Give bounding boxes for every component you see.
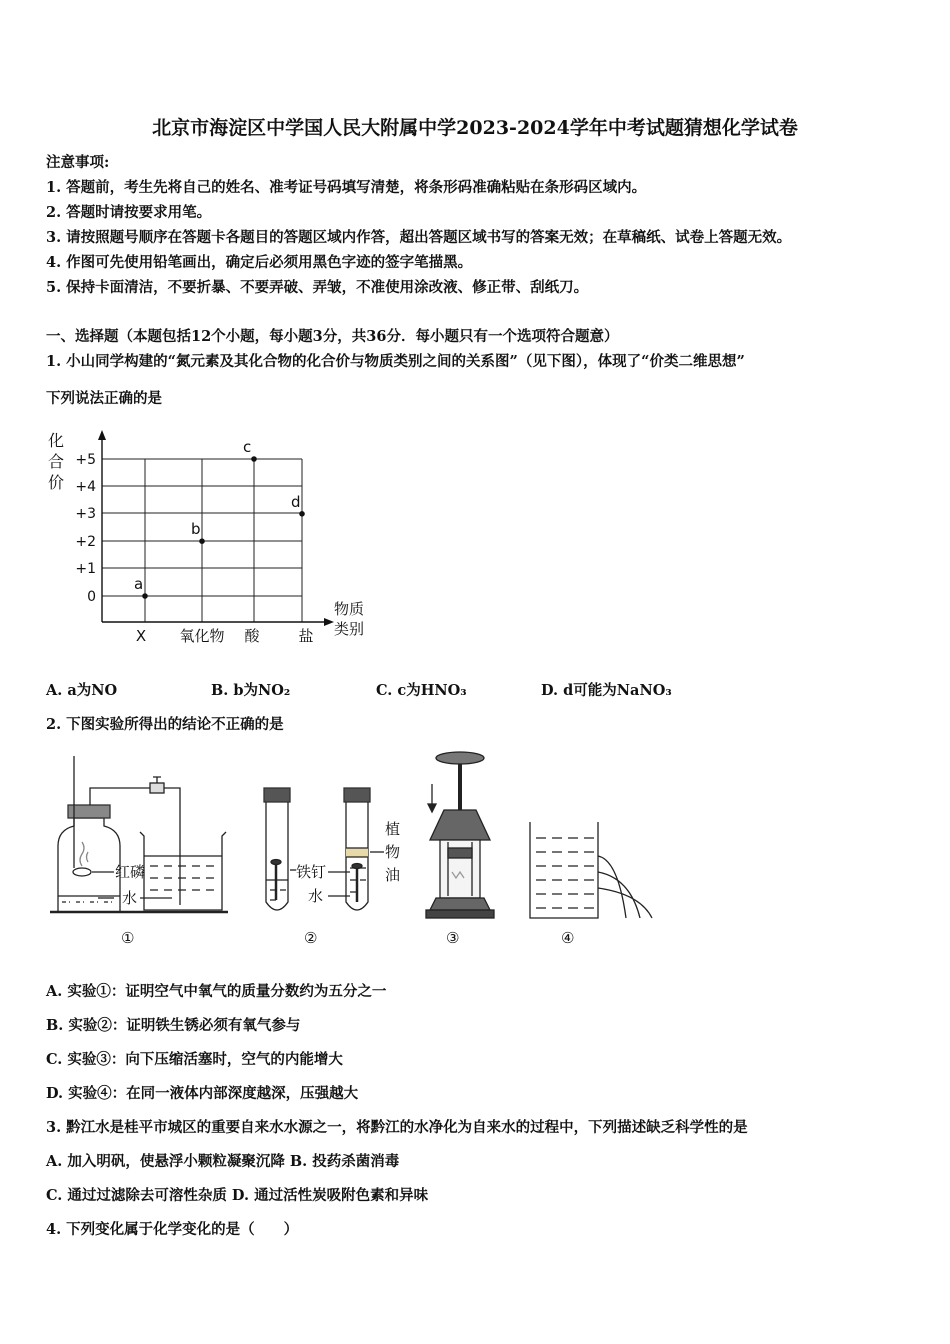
y-label-char: 化 <box>48 431 65 450</box>
q2-option-c[interactable]: C. 实验③：向下压缩活塞时，空气的内能增大 <box>46 1051 343 1068</box>
label-veg-oil-2: 物 <box>385 843 401 861</box>
q1-option-b[interactable]: B. b为NO₂ <box>211 682 291 699</box>
notice-item: 1. 答题前，考生先将自己的姓名、准考证号码填写清楚，将条形码准确粘贴在条形码区域内。 <box>46 179 647 196</box>
notice-item: 3. 请按照题号顺序在答题卡各题目的答题区域内作答，超出答题区域书写的答案无效；在草稿纸、试卷上答题无效。 <box>46 229 792 246</box>
figure-number-2: ② <box>304 929 318 947</box>
label-water-1: 水 <box>122 889 138 907</box>
y-label-char: 价 <box>48 473 65 492</box>
q3-stem: 3. 黔江水是桂平市城区的重要自来水水源之一，将黔江的水净化为自来水的过程中，下列描述缺乏科学性的是 <box>46 1119 748 1136</box>
q3-options-row-1[interactable]: A. 加入明矾，使悬浮小颗粒凝聚沉降 B. 投药杀菌消毒 <box>46 1153 400 1170</box>
q4-stem: 4. 下列变化属于化学变化的是（ ） <box>46 1221 299 1238</box>
page-title: 北京市海淀区中学国人民大附属中学2023-2024学年中考试题猜想化学试卷 <box>152 117 798 139</box>
q1-stem-2: 下列说法正确的是 <box>46 390 162 407</box>
section-heading: 一、选择题（本题包括12个小题，每小题3分，共36分．每小题只有一个选项符合题意） <box>46 328 619 345</box>
q1-option-d[interactable]: D. d可能为NaNO₃ <box>541 682 672 699</box>
figure-number-1: ① <box>121 929 135 947</box>
experiment-1-apparatus <box>50 756 228 912</box>
label-water-2: 水 <box>308 887 324 905</box>
y-tick-label: 0 <box>87 589 96 605</box>
notice-item: 5. 保持卡面清洁，不要折暴、不要弄破、弄皱，不准使用涂改液、修正带、刮纸刀。 <box>46 279 589 296</box>
label-red-phosphorus: 红磷 <box>115 863 146 881</box>
y-tick-label: +3 <box>75 506 96 522</box>
y-tick-label: +1 <box>75 561 96 577</box>
experiment-2-tubes <box>264 788 384 910</box>
x-tick-label: 盐 <box>298 627 314 645</box>
q2-option-d[interactable]: D. 实验④：在同一液体内部深度越深，压强越大 <box>46 1085 359 1102</box>
experiment-3-fire-syringe <box>426 752 494 918</box>
q2-option-a[interactable]: A. 实验①：证明空气中氧气的质量分数约为五分之一 <box>46 983 387 1000</box>
x-tick-label: X <box>135 627 147 645</box>
q1-option-a[interactable]: A. a为NO <box>46 682 118 699</box>
x-tick-label: 氧化物 <box>179 627 225 645</box>
point-label: a <box>134 575 144 593</box>
point-label: c <box>243 438 252 456</box>
x-tick-label: 酸 <box>244 627 260 645</box>
x-label-line: 物质 <box>334 600 365 618</box>
x-label-line: 类别 <box>334 620 365 638</box>
y-tick-label: +2 <box>75 534 96 550</box>
y-label-char: 合 <box>48 452 65 471</box>
label-veg-oil-3: 油 <box>385 866 401 884</box>
q1-stem: 1. 小山同学构建的“氮元素及其化合物的化合价与物质类别之间的关系图”（见下图），体现了“价类二维思想” <box>46 353 745 370</box>
notice-heading: 注意事项: <box>46 154 110 171</box>
y-tick-label: +4 <box>75 479 96 495</box>
point-label: d <box>291 492 301 511</box>
notice-item: 2. 答题时请按要求用笔。 <box>46 204 212 221</box>
point-label: b <box>191 520 201 539</box>
q1-option-c[interactable]: C. c为HNO₃ <box>376 682 467 699</box>
experiment-4-container <box>530 822 652 918</box>
q2-stem: 2. 下图实验所得出的结论不正确的是 <box>46 716 284 733</box>
q3-options-row-2[interactable]: C. 通过过滤除去可溶性杂质 D. 通过活性炭吸附色素和异味 <box>46 1187 429 1204</box>
figure-number-4: ④ <box>561 929 575 947</box>
notice-item: 4. 作图可先使用铅笔画出，确定后必须用黑色字迹的签字笔描黑。 <box>46 254 473 271</box>
figure-number-3: ③ <box>446 929 460 947</box>
q2-option-b[interactable]: B. 实验②：证明铁生锈必须有氧气参与 <box>46 1017 301 1034</box>
y-tick-label: +5 <box>75 452 96 468</box>
label-iron-nail: 铁钉 <box>296 863 327 881</box>
label-veg-oil-1: 植 <box>385 820 401 838</box>
